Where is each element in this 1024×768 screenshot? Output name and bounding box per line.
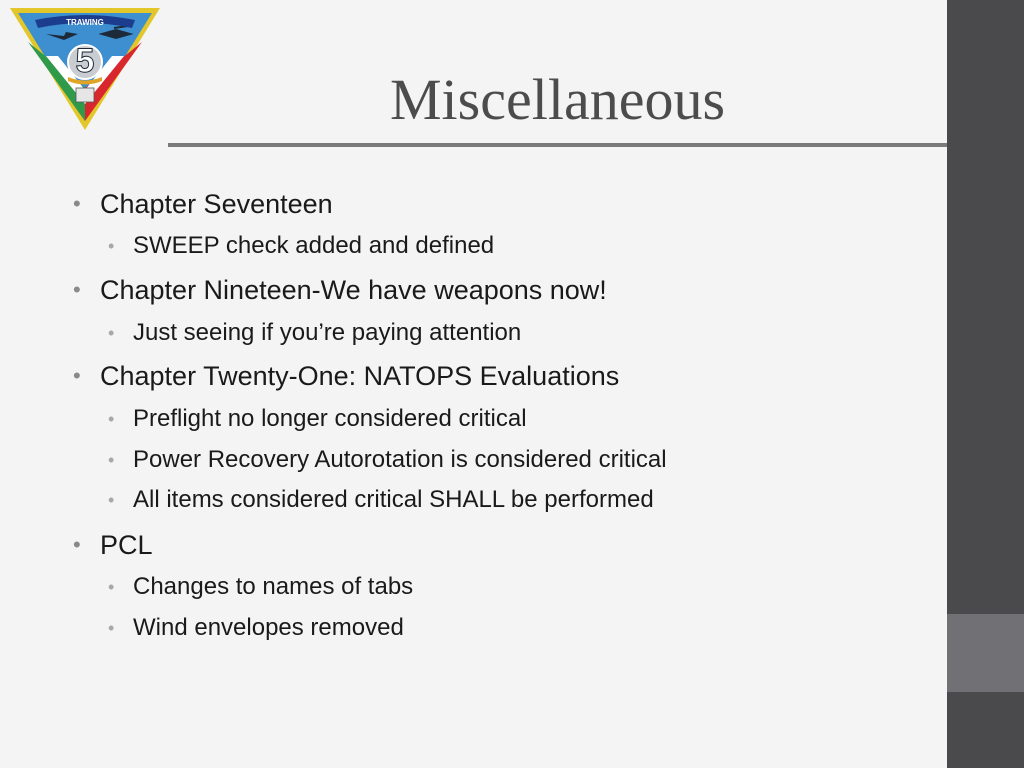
bullet-item: • PCL [100, 528, 153, 562]
slide-title: Miscellaneous [389, 67, 726, 132]
bullet-item: • Chapter Seventeen [100, 187, 333, 221]
bullet-item: • Chapter Nineteen-We have weapons now! [100, 273, 607, 307]
sub-bullet-item: • Power Recovery Autorotation is considered critical [133, 445, 667, 475]
sub-bullet-item: • SWEEP check added and defined [133, 231, 494, 261]
sub-bullet-item: • Preflight no longer considered critical [133, 404, 527, 434]
sub-bullet-item: • All items considered critical SHALL be performed [133, 485, 654, 515]
sub-bullet-item: • Just seeing if you’re paying attention [133, 318, 521, 348]
logo-number: 5 [75, 42, 95, 80]
right-side-bar-accent [947, 614, 1024, 692]
logo-banner-text: TRAWING [66, 18, 104, 27]
bullet-item: • Chapter Twenty-One: NATOPS Evaluations [100, 359, 619, 393]
sub-bullet-item: • Changes to names of tabs [133, 572, 413, 602]
sub-bullet-item: • Wind envelopes removed [133, 613, 404, 643]
